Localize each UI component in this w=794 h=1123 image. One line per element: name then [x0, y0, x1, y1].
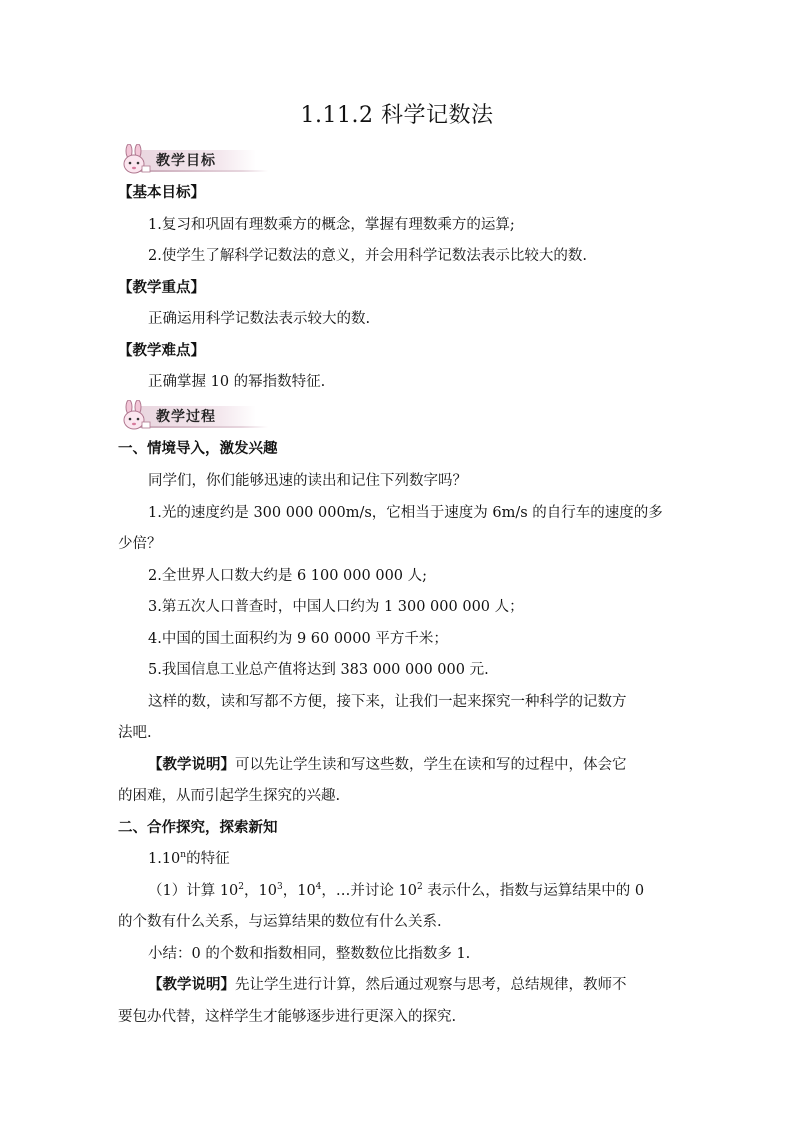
difficulty-heading: 【教学难点】: [118, 343, 205, 359]
key-point-heading: 【教学重点】: [118, 280, 205, 296]
teaching-note: [148, 975, 627, 995]
part-1-heading: 一、情境导入，激发兴趣: [118, 441, 278, 457]
paragraph: 这样的数，读和写都不方便，接下来，让我们一起来探究一种科学的记数方: [148, 694, 627, 710]
section-banner-process: [118, 400, 268, 432]
cartoon-rabbit-icon: [118, 400, 152, 432]
paragraph: 的困难，从而引起学生探究的兴趣.: [118, 788, 341, 804]
paragraph: 3.第五次人口普查时，中国人口约为 1 300 000 000 人；: [148, 599, 524, 615]
subheading-power-of-ten: 1.10$^n$的特征: [148, 850, 230, 867]
paragraph: 5.我国信息工业总产值将达到 383 000 000 000 元.: [148, 662, 489, 678]
paragraph: 要包办代替，这样学生才能够逐步进行更深入的探究.: [118, 1009, 457, 1025]
teaching-note: [148, 755, 627, 775]
banner-label: 教学过程: [156, 409, 216, 425]
paragraph: 2.全世界人口数大约是 6 100 000 000 人;: [148, 568, 428, 584]
note-text: 可以先让学生读和写这些数，学生在读和写的过程中，体会它: [235, 757, 627, 773]
paragraph: 的个数有什么关系，与运算结果的数位有什么关系.: [118, 914, 442, 930]
cartoon-rabbit-icon: [118, 144, 152, 176]
paragraph: 法吧.: [118, 725, 152, 741]
part-2-heading: 二、合作探究，探索新知: [118, 820, 278, 836]
banner-label: 教学目标: [156, 153, 216, 169]
calculation-task: （1）计算 $10^2$，$10^3$，$10^4$，…并讨论 $10^2$ 表示什么，指数与运算结果中的 0: [148, 882, 645, 899]
paragraph: 1.光的速度约是 300 000 000m/s，它相当于速度为 6m/s 的自行车的速度的多: [148, 505, 663, 521]
summary: 小结：0 的个数和指数相同，整数数位比指数多 1.: [148, 946, 471, 962]
paragraph: 4.中国的国土面积约为 9 60 0000 平方千米；: [148, 631, 448, 647]
difficulty-text: 正确掌握 10 的幂指数特征.: [148, 374, 326, 390]
paragraph: 少倍？: [118, 536, 162, 552]
page-title: 1.11.2 科学记数法: [300, 103, 494, 128]
note-label: 【教学说明】: [148, 977, 235, 993]
note-label: 【教学说明】: [148, 757, 235, 773]
paragraph: 同学们，你们能够迅速的读出和记住下列数字吗？: [148, 473, 467, 489]
key-point-text: 正确运用科学记数法表示较大的数.: [148, 311, 371, 327]
section-banner-objectives: [118, 144, 268, 176]
goal-item-2: 2.使学生了解科学记数法的意义，并会用科学记数法表示比较大的数.: [148, 248, 587, 264]
basic-goal-heading: 【基本目标】: [118, 185, 205, 201]
goal-item-1: 1.复习和巩固有理数乘方的概念，掌握有理数乘方的运算;: [148, 217, 515, 233]
note-text: 先让学生进行计算，然后通过观察与思考，总结规律，教师不: [235, 977, 627, 993]
